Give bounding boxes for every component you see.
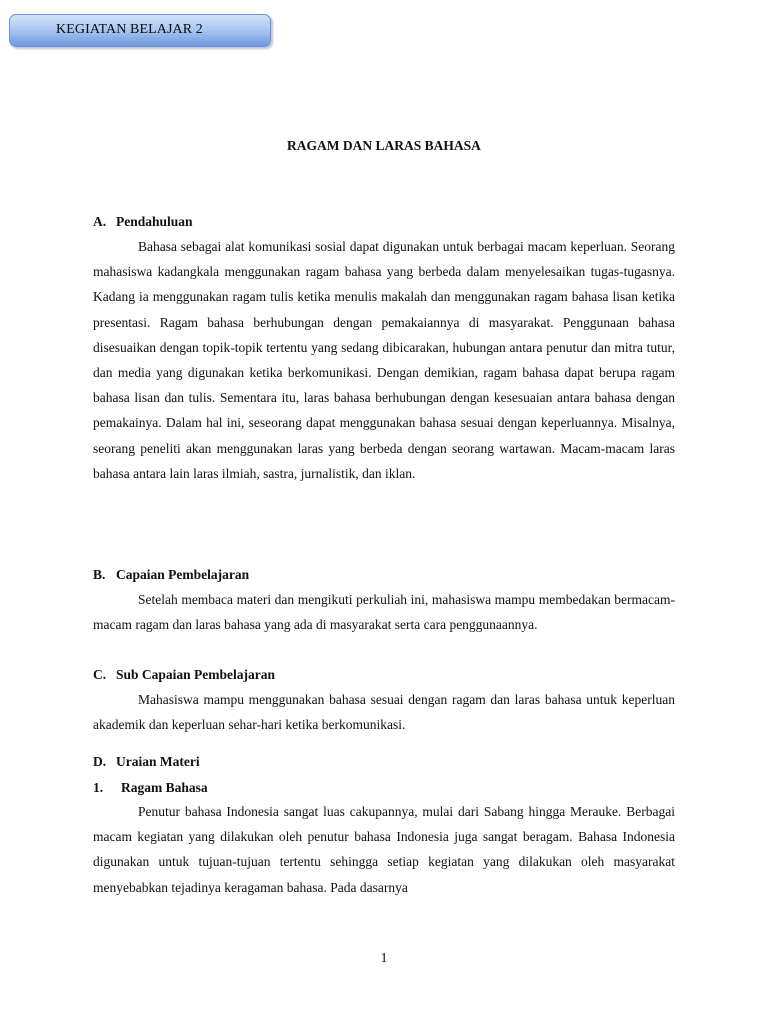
heading-uraian-materi bbox=[93, 753, 200, 771]
section-title: Sub Capaian Pembelajaran bbox=[116, 667, 276, 682]
paragraph-pendahuluan: Bahasa sebagai alat komunikasi sosial dapat digunakan untuk berbagai macam keperluan. Seorang mahasiswa kadangkala menggunakan ragam bahasa yang berbeda dalam menyelesaikan tugas-tugasnya. Kadang ia menggunakan ragam tulis ketika menulis makalah dan menggunakan ragam bahasa lisan ketika presentasi. Ragam bahasa berhubungan dengan pemakaiannya di masyarakat. Penggunaan bahasa disesuaikan dengan topik-topik tertentu yang sedang dibicarakan, hubungan antara penutur dan mitra tutur, dan media yang digunakan ketika berkomunikasi. Dengan demikian, ragam bahasa dapat berupa ragam bahasa lisan dan tulis. Sementara itu, laras bahasa berhubungan dengan kesesuaian antara bahasa dengan pemakainya. Dalam hal ini, seseorang dapat menggunakan bahasa sesuai dengan keperluannya. Misalnya, seorang peneliti akan menggunakan laras yang berbeda dengan seorang wartawan. Macam-macam laras bahasa antara lain laras ilmiah, sastra, jurnalistik, dan iklan. bbox=[93, 239, 675, 481]
section-marker: B. bbox=[93, 567, 106, 582]
heading-capaian-pembelajaran bbox=[93, 566, 249, 584]
paragraph-capaian-pembelajaran: Setelah membaca materi dan mengikuti perkuliah ini, mahasiswa mampu membedakan bermacam-macam ragam dan laras bahasa yang ada di masyarakat serta cara penggunaannya. bbox=[93, 592, 675, 633]
page-title: RAGAM DAN LARAS BAHASA bbox=[287, 138, 481, 153]
section-badge bbox=[9, 14, 271, 47]
heading-ragam-bahasa bbox=[93, 779, 208, 797]
heading-sub-capaian-pembelajaran bbox=[93, 666, 275, 684]
section-marker: C. bbox=[93, 667, 107, 682]
section-title: Capaian Pembelajaran bbox=[116, 567, 250, 582]
subsection-title: Ragam Bahasa bbox=[121, 780, 208, 795]
paragraph-ragam-bahasa: Penutur bahasa Indonesia sangat luas cakupannya, mulai dari Sabang hingga Merauke. Berbagai macam kegiatan yang dilakukan oleh penutur bahasa Indonesia juga sangat beragam. Bahasa Indonesia digunakan untuk tujuan-tujuan tertentu sehingga setiap kegiatan yang dilakukan oleh masyarakat menyebabkan tejadinya keragaman bahasa. Pada dasarnya bbox=[93, 804, 675, 895]
badge-label: KEGIATAN BELAJAR 2 bbox=[56, 22, 203, 37]
heading-pendahuluan bbox=[93, 213, 193, 231]
section-title: Uraian Materi bbox=[116, 754, 200, 769]
section-marker: A. bbox=[93, 214, 107, 229]
paragraph-sub-capaian-pembelajaran: Mahasiswa mampu menggunakan bahasa sesuai dengan ragam dan laras bahasa untuk keperluan akademik dan keperluan sehar-hari ketika berkomunikasi. bbox=[93, 692, 675, 733]
subsection-marker: 1. bbox=[93, 780, 104, 795]
section-marker: D. bbox=[93, 754, 107, 769]
page-number: 1 bbox=[380, 951, 388, 966]
section-title: Pendahuluan bbox=[116, 214, 193, 229]
